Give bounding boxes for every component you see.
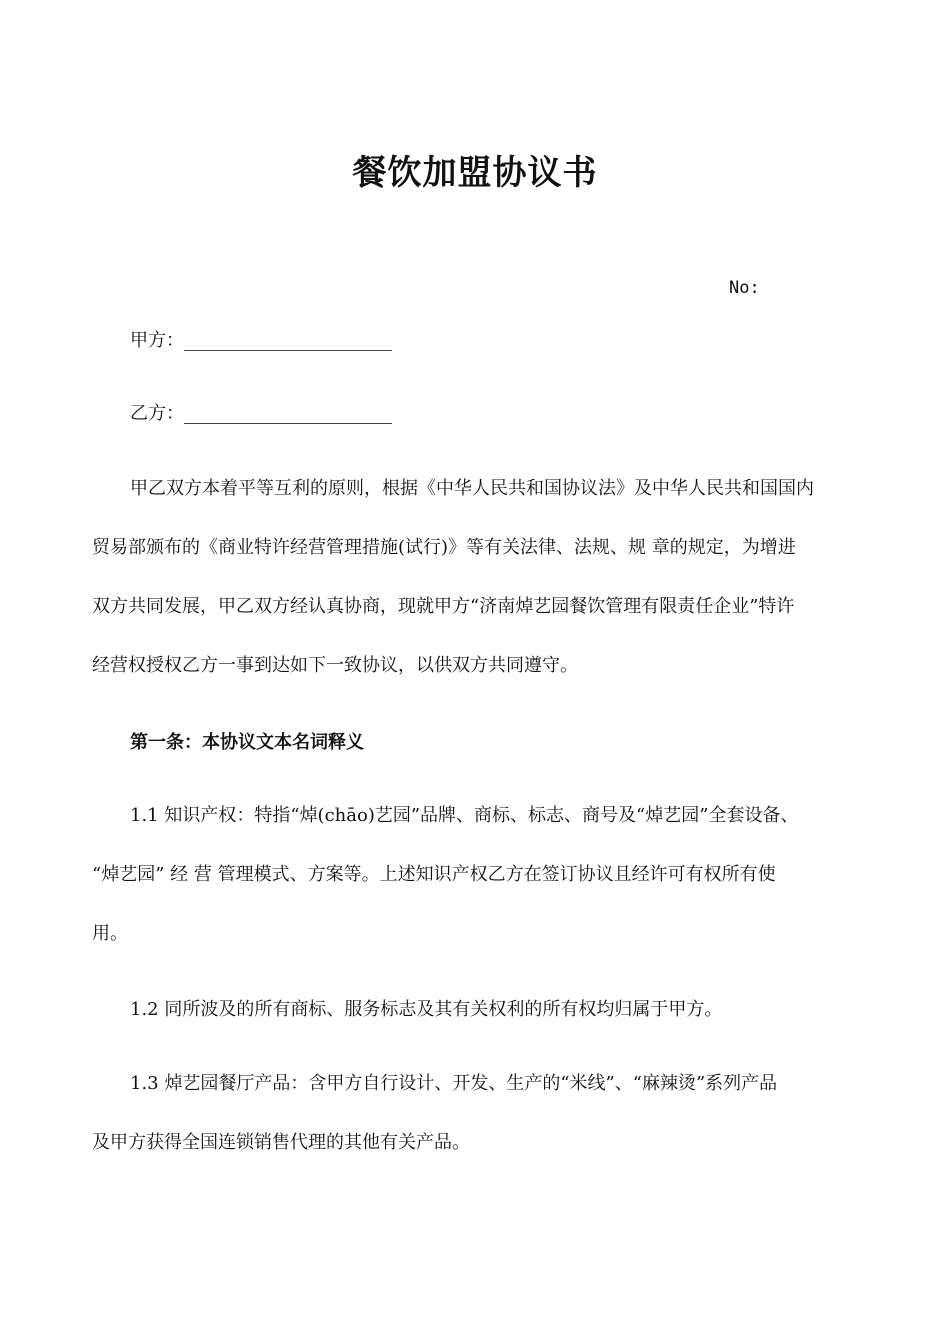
party-b-blank [184,405,392,424]
intro-line: 经营权授权乙方一事到达如下一致协议，以供双方共同遵守。 [92,655,578,676]
clause-line: 用。 [92,923,128,944]
party-a-label: 甲方： [130,330,184,351]
intro-paragraph [92,459,860,695]
clause-1-3 [92,1054,860,1172]
clause-1-1 [92,786,860,963]
clause-line: “焯艺园” 经 营 管理模式、方案等。上述知识产权乙方在签订协议且经许可有权所有使 [92,864,776,885]
clause-line: 1.3 焯艺园餐厅产品：含甲方自行设计、开发、生产的“米线”、“麻辣烫”系列产品 [130,1073,778,1094]
clause-1-2 [92,980,860,1039]
clause-line: 及甲方获得全国连锁销售代理的其他有关产品。 [92,1132,470,1153]
clause-line: 1.1 知识产权：特指“焯(chāo)艺园”品牌、商标、标志、商号及“焯艺园”全套设备、 [130,805,799,826]
document-title: 餐饮加盟协议书 [352,153,598,193]
article-1-heading: 第一条：本协议文本名词释义 [130,732,364,753]
document-number-label: No: [729,278,760,298]
intro-line: 双方共同发展，甲乙双方经认真协商，现就甲方“济南焯艺园餐饮管理有限责任企业”特许 [92,596,795,617]
intro-line: 甲乙双方本着平等互利的原则，根据《中华人民共和国协议法》及中华人民共和国国内 [130,478,814,499]
clause-line: 1.2 同所波及的所有商标、服务标志及其有关权利的所有权均归属于甲方。 [130,999,723,1020]
party-b-line [130,401,392,427]
intro-line: 贸易部颁布的《商业特许经营管理措施(试行)》等有关法律、法规、规 章的规定，为增进 [92,537,796,558]
party-b-label: 乙方： [130,403,184,424]
party-a-line [130,328,392,354]
party-a-blank [184,332,392,351]
